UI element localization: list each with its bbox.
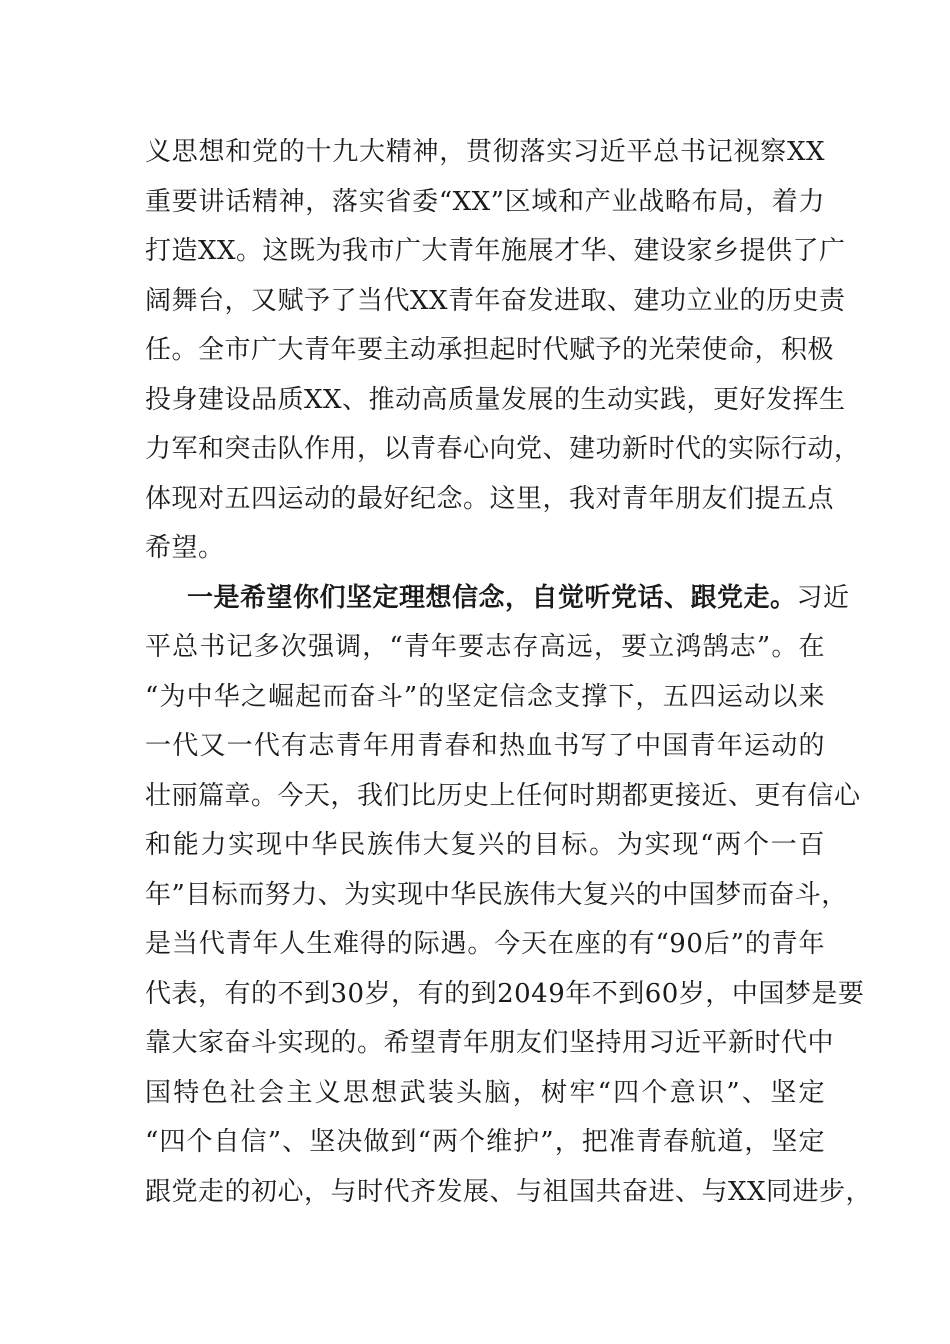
text-line: “四个自信”、坚决做到“两个维护”，把准青春航道，坚定: [145, 1127, 825, 1157]
text-line: 跟党走的初心，与时代齐发展、与祖国共奋进、与XX同进步，: [145, 1176, 873, 1207]
text-run: 习近: [796, 582, 850, 613]
text-line: 代表，有的不到30岁，有的到2049年不到60岁，中国梦是要: [145, 978, 865, 1009]
text-line: 希望。: [145, 533, 225, 563]
text-line: “为中华之崛起而奋斗”的坚定信念支撑下，五四运动以来: [145, 681, 825, 712]
text-line: 一代又一代有志青年用青春和热血书写了中国青年运动的: [145, 731, 825, 761]
text-line: 投身建设品质XX、推动高质量发展的生动实践，更好发挥生: [145, 384, 846, 415]
text-line: 打造XX。这既为我市广大青年施展才华、建设家乡提供了广: [145, 236, 846, 266]
text-line: 阔舞台，又赋予了当代XX青年奋发进取、建功立业的历史责: [145, 285, 846, 316]
text-line: 和能力实现中华民族伟大复兴的目标。为实现“两个一百: [145, 830, 825, 860]
text-line: 靠大家奋斗实现的。希望青年朋友们坚持用习近平新时代中: [145, 1028, 835, 1058]
text-line: 是当代青年人生难得的际遇。今天在座的有“90后”的青年: [145, 929, 825, 959]
text-line: 壮丽篇章。今天，我们比历史上任何时期都更接近、更有信心: [145, 780, 861, 811]
text-line: 体现对五四运动的最好纪念。这里，我对青年朋友们提五点: [145, 483, 835, 514]
text-line: 义思想和党的十九大精神，贯彻落实习近平总书记视察XX: [145, 137, 825, 167]
text-line: 年”目标而努力、为实现中华民族伟大复兴的中国梦而奋斗，: [145, 879, 848, 910]
text-line: 任。全市广大青年要主动承担起时代赋予的光荣使命，积极: [145, 335, 835, 365]
text-line: 力军和突击队作用，以青春心向党、建功新时代的实际行动，: [145, 434, 861, 464]
text-line: 重要讲话精神，落实省委“XX”区域和产业战略布局，着力: [145, 186, 825, 217]
bold-lead-sentence: 一是希望你们坚定理想信念，自觉听党话、跟党走。: [187, 582, 797, 613]
text-line: 平总书记多次强调，“青年要志存高远，要立鸿鹄志”。在: [145, 632, 825, 662]
body-text: [145, 128, 873, 1217]
text-line: 国特色社会主义思想武装头脑，树牢“四个意识”、坚定: [145, 1077, 825, 1108]
paragraph-heading-line: [145, 574, 850, 624]
